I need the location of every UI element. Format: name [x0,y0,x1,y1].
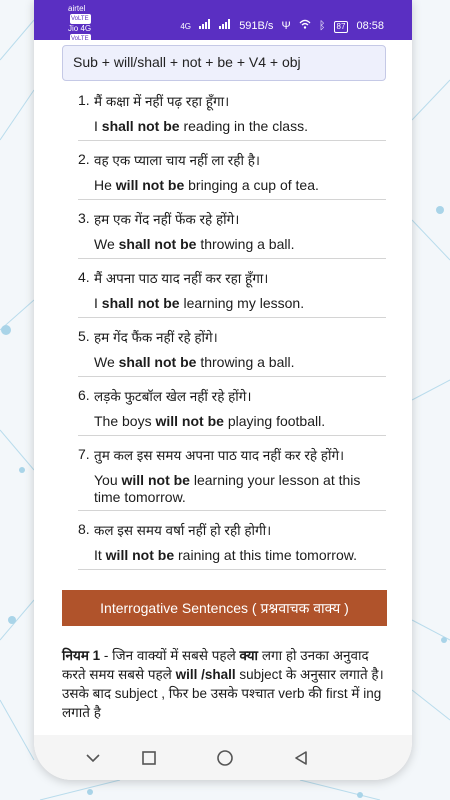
english-sentence: We shall not be throwing a ball. [94,354,295,370]
english-sentence: I shall not be reading in the class. [94,118,308,134]
nav-collapse-button[interactable] [80,745,106,771]
recents-button[interactable] [136,745,162,771]
list-item: 5. हम गेंद फैंक नहीं रहे होंगे। We shall not be throwing a ball. [78,328,386,377]
english-sentence: You will not be learning your lesson at this time tomorrow. [94,472,361,505]
list-item: 7. तुम कल इस समय अपना पाठ याद नहीं कर रहे होंगे। You will not be learning your lesson at this time tomorrow. [78,446,386,511]
list-item: 4. मैं अपना पाठ याद नहीं कर रहा हूँगा। I shall not be learning my lesson. [78,269,386,318]
list-item: 8. कल इस समय वर्षा नहीं हो रही होगी। It will not be raining at this time tomorrow. [78,521,386,570]
formula-box: Sub + will/shall + not + be + V4 + obj [62,45,386,81]
rule-title: नियम 1 [62,648,101,663]
status-icons [175,19,384,33]
list-item: 3. हम एक गेंद नहीं फेंक रहे होंगे। We shall not be throwing a ball. [78,210,386,259]
home-icon [216,749,234,767]
home-button[interactable] [212,745,238,771]
rule-paragraph: नियम 1 - जिन वाक्यों में सबसे पहले क्या लगा हो उनका अनुवाद करते समय सबसे पहले will /shall subject के अनुसार लगाते है। उसके बाद subject , फिर be उसके पश्चात verb की first में ing लगाते है [62,648,384,720]
english-sentence: He will not be bringing a cup of tea. [94,177,319,193]
wifi-icon [299,20,314,32]
carrier-info [68,4,91,44]
hindi-sentence: मैं अपना पाठ याद नहीं कर रहा हूँगा। [94,271,269,286]
android-nav-bar [34,735,412,780]
back-button[interactable] [288,745,314,771]
english-sentence: We shall not be throwing a ball. [94,236,295,252]
network-type: 4G [180,22,191,31]
example-list [78,92,386,570]
phone-frame [34,0,412,780]
carrier-1: airtel VoLTE [68,4,91,24]
hindi-sentence: हम एक गेंद नहीं फेंक रहे होंगे। [94,212,240,227]
network-speed: 591B/s [239,20,274,32]
hindi-sentence: लड़के फुटबॉल खेल नहीं रहे होंगे। [94,389,252,404]
back-icon [293,750,309,766]
english-sentence: I shall not be learning my lesson. [94,295,305,311]
hindi-sentence: तुम कल इस समय अपना पाठ याद नहीं कर रहे होंगे। [94,448,345,463]
usb-icon: Ψ [281,20,291,32]
carrier-2: Jio 4G VoLTE [68,24,92,42]
signal-icon [199,20,214,32]
recents-icon [141,750,157,766]
signal-icon-2 [219,20,234,32]
clock: 08:58 [356,20,384,32]
list-item: 2. वह एक प्याला चाय नहीं ला रही है। He will not be bringing a cup of tea. [78,151,386,200]
bluetooth-icon: ᛒ [318,20,326,32]
hindi-sentence: कल इस समय वर्षा नहीं हो रही होगी। [94,523,272,538]
section-banner: Interrogative Sentences ( प्रश्नवाचक वाक्य ) [62,590,387,626]
list-item: 1. मैं कक्षा में नहीं पढ़ रहा हूँगा। I shall not be reading in the class. [78,92,386,141]
hindi-sentence: मैं कक्षा में नहीं पढ़ रहा हूँगा। [94,94,230,109]
chevron-down-icon [85,753,101,763]
status-bar [34,0,412,40]
battery-icon: 87 [334,21,349,33]
hindi-sentence: हम गेंद फैंक नहीं रहे होंगे। [94,330,218,345]
list-item: 6. लड़के फुटबॉल खेल नहीं रहे होंगे। The boys will not be playing football. [78,387,386,436]
english-sentence: It will not be raining at this time tomorrow. [94,547,357,563]
hindi-sentence: वह एक प्याला चाय नहीं ला रही है। [94,153,260,168]
english-sentence: The boys will not be playing football. [94,413,326,429]
